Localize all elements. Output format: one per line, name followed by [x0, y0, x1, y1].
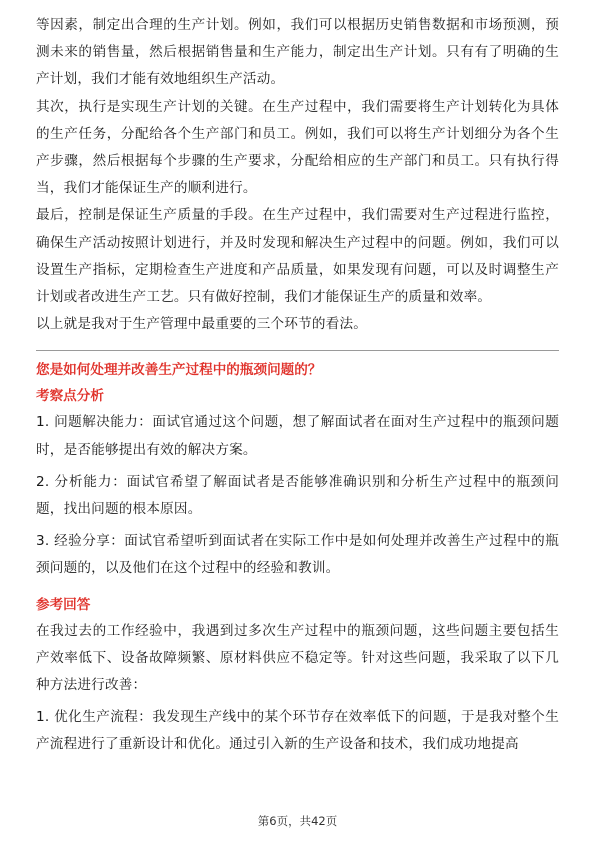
- analysis-item-2: 2. 分析能力：面试官希望了解面试者是否能够准确识别和分析生产过程中的瓶颈问题，找出问题的根本原因。: [36, 473, 559, 518]
- analysis-item-1: 1. 问题解决能力：面试官通过这个问题，想了解面试者在面对生产过程中的瓶颈问题时，是否能够提出有效的解决方案。: [36, 414, 559, 458]
- question-title: 您是如何处理并改善生产过程中的瓶颈问题的？: [36, 362, 322, 379]
- answer-heading: 参考回答: [36, 596, 91, 613]
- intro-paragraph-2: 其次，执行是实现生产计划的关键。在生产过程中，我们需要将生产计划转化为具体的生产任务，分配给各个生产部门和员工。例如，我们可以将生产计划细分为各个生产步骤，然后根据每个步骤的生产要求，分配给相应的生产部门和员工。只有执行得当，我们才能保证生产的顺利进行。: [36, 98, 559, 197]
- page-number: 第6页，共42页: [257, 814, 338, 828]
- analysis-item-3: 3. 经验分享：面试官希望听到面试者在实际工作中是如何处理并改善生产过程中的瓶颈问题的，以及他们在这个过程中的经验和教训。: [36, 533, 559, 577]
- intro-paragraph-4: 以上就是我对于生产管理中最重要的三个环节的看法。: [36, 316, 368, 333]
- analysis-heading: 考察点分析: [36, 388, 104, 405]
- intro-paragraph-3: 最后，控制是保证生产质量的手段。在生产过程中，我们需要对生产过程进行监控，确保生产活动按照计划进行，并及时发现和解决生产过程中的问题。例如，我们可以设置生产指标，定期检查生产进度和产品质量，如果发现有问题，可以及时调整生产计划或者改进生产工艺。只有做好控制，我们才能保证生产的质量和效率。: [36, 207, 559, 306]
- answer-paragraph-2: 1. 优化生产流程：我发现生产线中的某个环节存在效率低下的问题，于是我对整个生产流程进行了重新设计和优化。通过引入新的生产设备和技术，我们成功地提高: [36, 709, 559, 753]
- document-page: [36, 12, 559, 759]
- intro-paragraph-1: 等因素，制定出合理的生产计划。例如，我们可以根据历史销售数据和市场预测，预测未来的销售量，然后根据销售量和生产能力，制定出生产计划。只有有了明确的生产计划，我们才能有效地组织生产活动。: [36, 17, 559, 88]
- answer-paragraph-1: 在我过去的工作经验中，我遇到过多次生产过程中的瓶颈问题，这些问题主要包括生产效率低下、设备故障频繁、原材料供应不稳定等。针对这些问题，我采取了以下几种方法进行改善：: [36, 622, 559, 694]
- section-divider: [36, 350, 559, 351]
